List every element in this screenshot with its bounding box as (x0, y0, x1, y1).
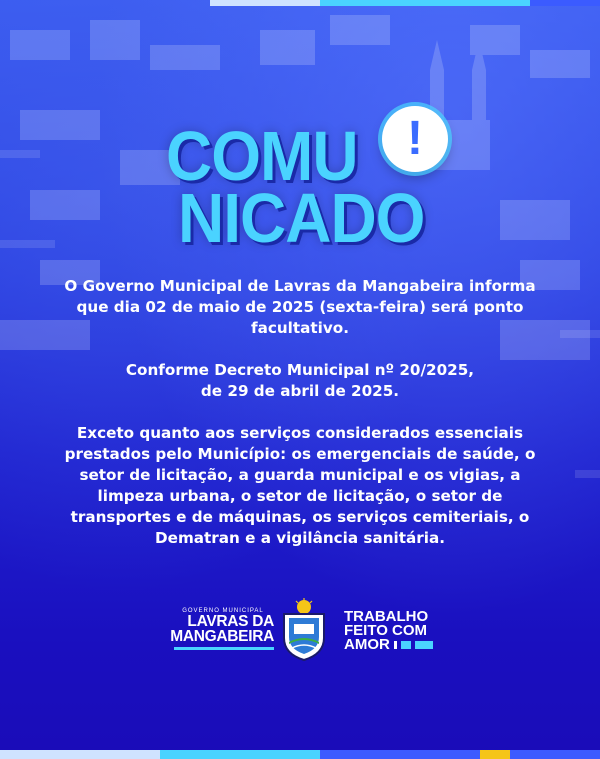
bottom-stripe-light (0, 750, 160, 759)
brand-line-2: MANGABEIRA (170, 628, 274, 645)
announcement-text (60, 276, 540, 570)
exclamation-icon (382, 106, 448, 172)
right-edge-bar (575, 470, 600, 478)
paragraph-decree (60, 360, 540, 402)
bottom-stripe-blue (320, 750, 480, 759)
title-line-2: NICADO (178, 179, 425, 257)
top-stripe-cyan (320, 0, 530, 6)
comunicado-title (160, 98, 460, 257)
title-line-1: COMU (166, 117, 358, 195)
slogan-row-3 (344, 638, 433, 652)
slogan-line-3: AMOR (344, 636, 390, 653)
decree-line-1: Conforme Decreto Municipal nº 20/2025, (125, 361, 475, 379)
slogan-bar-cyan (401, 641, 411, 649)
left-edge-bar (0, 240, 55, 248)
top-stripe-blue (530, 0, 600, 6)
paragraph-exceptions: Exceto quanto aos serviços considerados essenciais prestados pelo Município: os emergenciais de saúde, o setor de licitação, a guarda municipal e os vigias, a limpeza urbana, o setor de licitação, o setor de transportes e de máquinas, os serviços cemiteriais, o Dematran e a vigilância sanitária. (64, 424, 536, 547)
brand-line-1: LAVRAS DA (187, 613, 274, 630)
decree-line-2: de 29 de abril de 2025. (200, 382, 400, 400)
bottom-stripe-yellow (480, 750, 510, 759)
exclamation-mark: ! (407, 112, 423, 165)
top-stripe-light (210, 0, 320, 6)
bottom-stripe-end (510, 750, 600, 759)
right-edge-bar (560, 330, 600, 338)
paragraph-holiday: O Governo Municipal de Lavras da Mangabeira informa que dia 02 de maio de 2025 (sexta-feira) será ponto facultativo. (64, 277, 536, 337)
municipality-logo (162, 608, 274, 650)
slogan-bar-cyan-wide (415, 641, 433, 649)
slogan (344, 610, 433, 652)
brand-underline (174, 647, 274, 650)
bottom-stripe-cyan (160, 750, 320, 759)
gov-small-label: GOVERNO MUNICIPAL (182, 608, 264, 614)
municipal-coat-of-arms-icon (278, 598, 330, 662)
slogan-bar-white (394, 641, 397, 649)
left-edge-bar (0, 150, 40, 158)
slogan-line-2: FEITO COM (344, 622, 428, 639)
slogan-line-1: TRABALHO (344, 608, 429, 625)
footer-branding (0, 598, 600, 668)
